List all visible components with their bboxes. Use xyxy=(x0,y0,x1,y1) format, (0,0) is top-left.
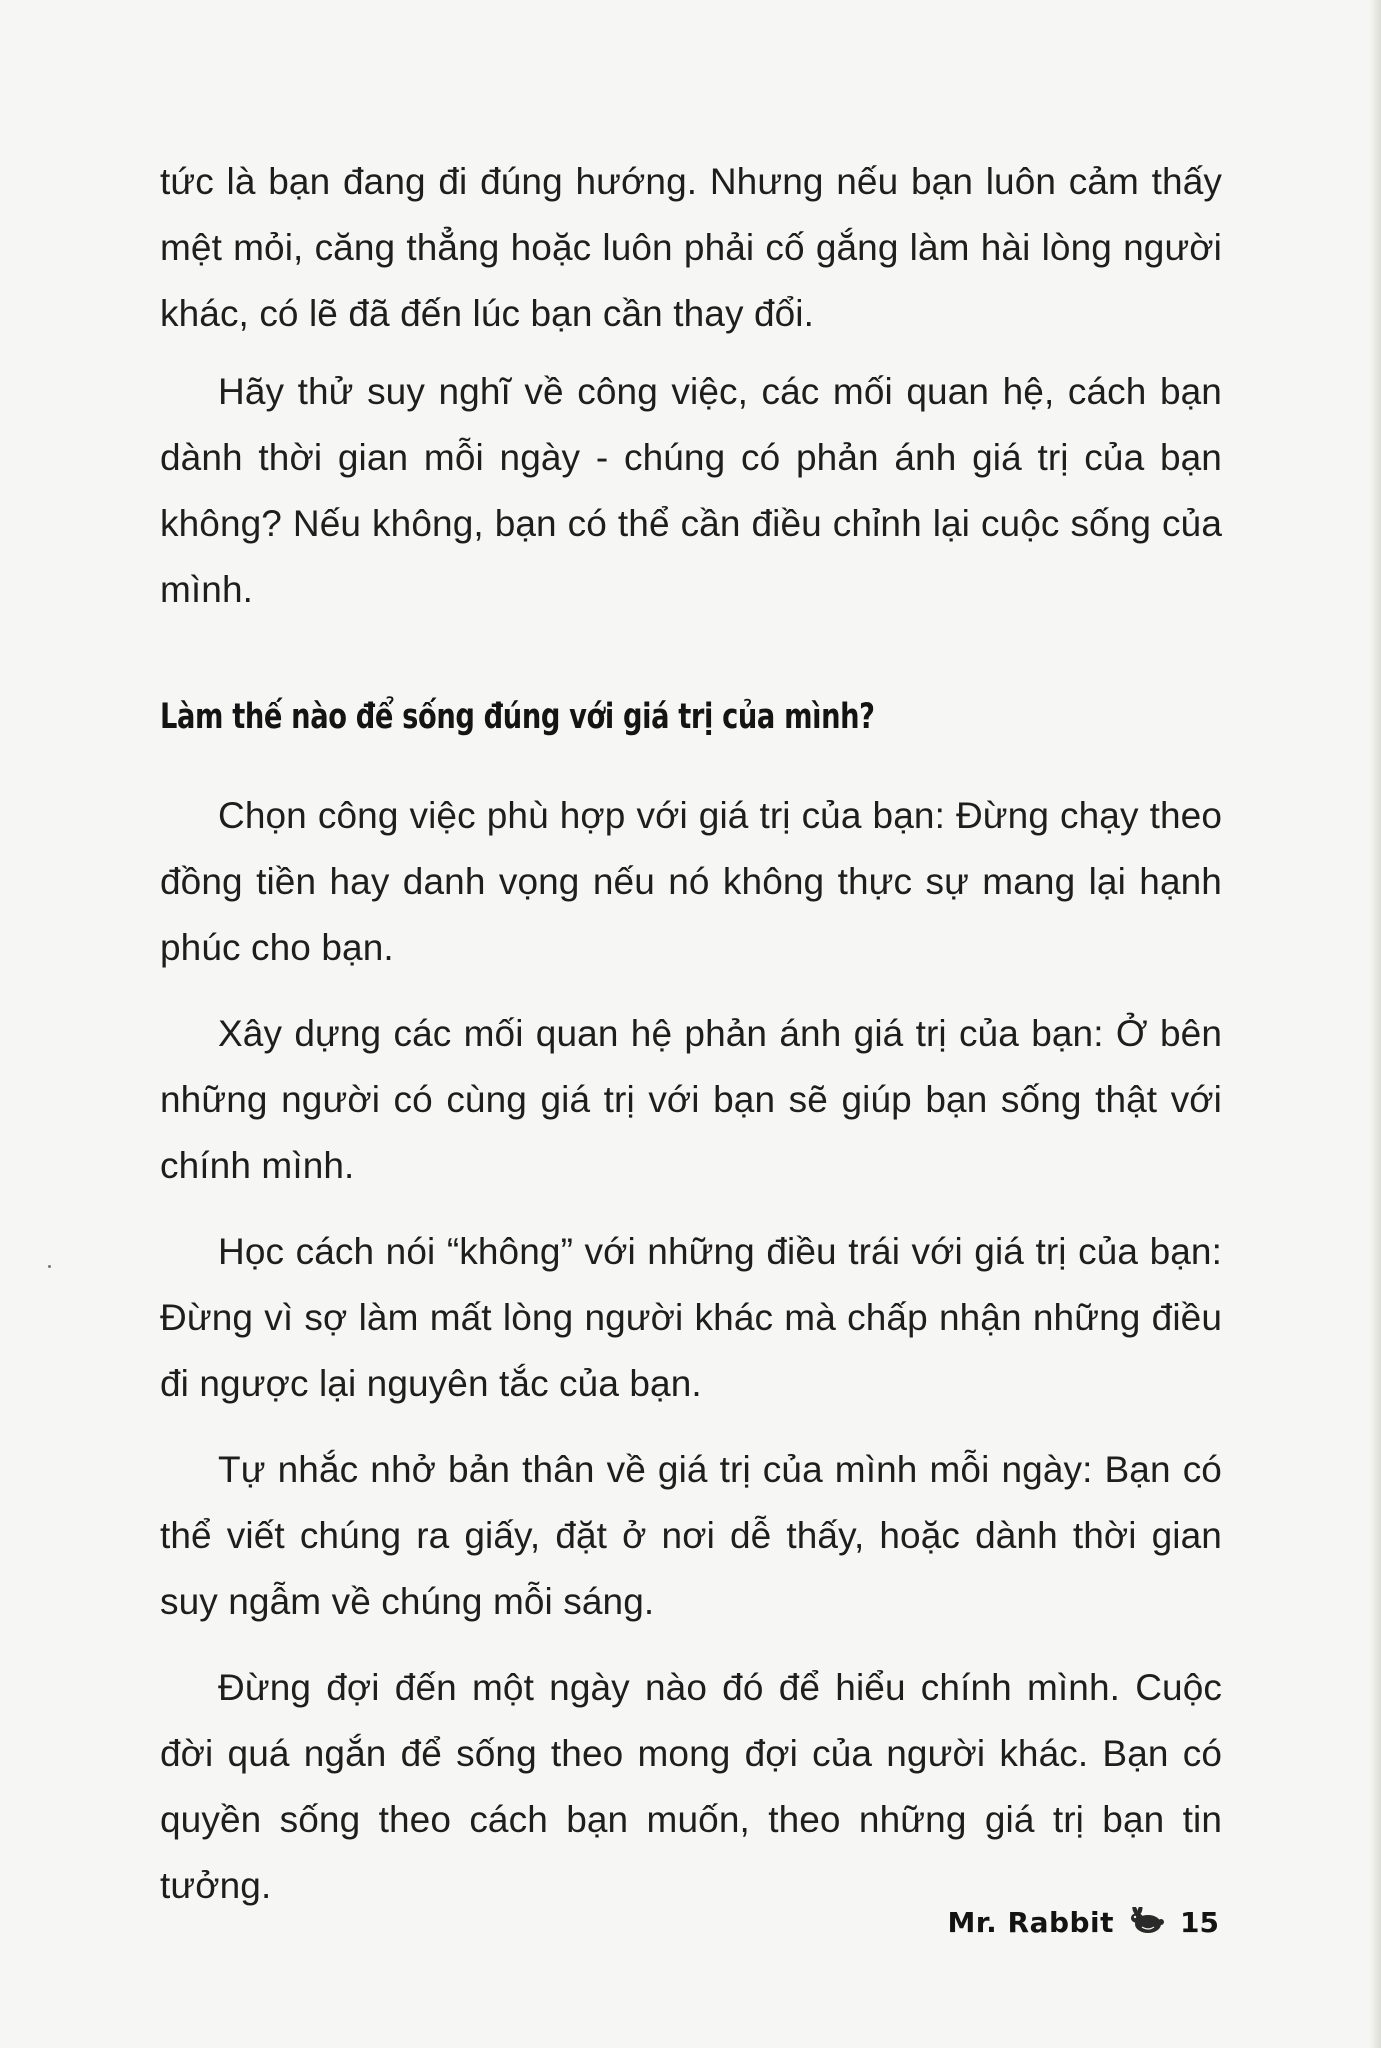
footer-author: Mr. Rabbit xyxy=(947,1905,1115,1939)
page-footer xyxy=(947,1902,1219,1942)
text-section-values xyxy=(160,783,1222,1919)
paper-speck xyxy=(48,1265,51,1268)
section-heading: Làm thế nào để sống đúng với giá trị của mình? xyxy=(160,697,875,737)
rabbit-icon xyxy=(1128,1907,1166,1937)
paragraph-conclusion: Đừng đợi đến một ngày nào đó để hiểu chính mình. Cuộc đời quá ngắn để sống theo mong đợi của người khác. Bạn có quyền sống theo cách bạn muốn, theo những giá trị bạn tin tưởng. xyxy=(160,1667,1222,1906)
text-section-intro xyxy=(160,149,1222,623)
paragraph-continuation: tức là bạn đang đi đúng hướng. Nhưng nếu bạn luôn cảm thấy mệt mỏi, căng thẳng hoặc luôn phải cố gắng làm hài lòng người khác, có lẽ đã đến lúc bạn cần thay đổi. xyxy=(160,161,1222,334)
paragraph-relationships: Xây dựng các mối quan hệ phản ánh giá trị của bạn: Ở bên những người có cùng giá trị với bạn sẽ giúp bạn sống thật với chính mình. xyxy=(160,1013,1222,1186)
paragraph-work: Chọn công việc phù hợp với giá trị của bạn: Đừng chạy theo đồng tiền hay danh vọng nếu nó không thực sự mang lại hạnh phúc cho bạn. xyxy=(160,795,1222,968)
paragraph-saying-no: Học cách nói “không” với những điều trái với giá trị của bạn: Đừng vì sợ làm mất lòng người khác mà chấp nhận những điều đi ngược lại nguyên tắc của bạn. xyxy=(160,1231,1222,1404)
page-number: 15 xyxy=(1180,1905,1219,1939)
paragraph-daily-reminder: Tự nhắc nhở bản thân về giá trị của mình mỗi ngày: Bạn có thể viết chúng ra giấy, đặt ở nơi dễ thấy, hoặc dành thời gian suy ngẫm về chúng mỗi sáng. xyxy=(160,1449,1222,1622)
page-edge-shadow xyxy=(1369,0,1381,2048)
paragraph-reflection: Hãy thử suy nghĩ về công việc, các mối quan hệ, cách bạn dành thời gian mỗi ngày - chúng có phản ánh giá trị của bạn không? Nếu không, bạn có thể cần điều chỉnh lại cuộc sống của mình. xyxy=(160,371,1222,610)
